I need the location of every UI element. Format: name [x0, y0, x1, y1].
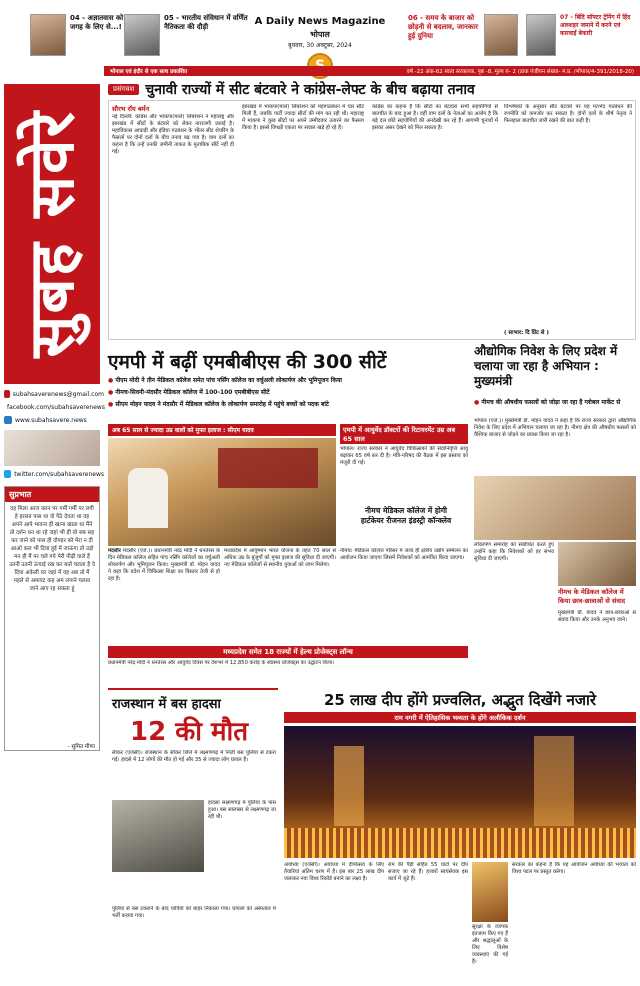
- mail-icon: [4, 390, 10, 398]
- lead-headline[interactable]: चुनावी राज्यों में सीट बंटवारे ने कांग्रेस-लेफ्ट के बीच बढ़ाया तनाव: [145, 81, 475, 98]
- deepotsav-banner: राम नगरी में ऐतिहासिक भव्यता के होंगे अलौकिक दर्शन: [284, 712, 636, 723]
- mbbs-body-2: मध्यप्रदेश में आयुष्मान भारत योजना के तहत 70 साल से अधिक उम्र के बुजुर्गों को मुफ्त इलाज की सुविधा दी जाएगी। नए मेडिकल कॉलेजों से स्थानीय युवाओं को लाभ मिलेगा।: [224, 548, 336, 568]
- rajasthan-body-3: पुलिया से बस टकराने के बाद यात्रियों को बाहर निकाला गया। घायलों को अस्पताल में भर्ती कराया गया।: [112, 906, 276, 919]
- mp-health-body: प्रधानमंत्री नरेंद्र मोदी ने धनतेरस और आयुर्वेद दिवस पर देशभर में 12,850 करोड़ के स्वास्थ्य प्रोजेक्ट्स का उद्घाटन किया।: [108, 660, 335, 666]
- email-link[interactable]: subahsaverenews@gmail.com: [4, 390, 104, 398]
- globe-icon: [4, 416, 12, 424]
- promo-3-text: 06 - समय के बाजार को छोड़नी से बदलाव, जानकार हुई दुनिया: [408, 14, 478, 40]
- tower-shape: [534, 736, 574, 826]
- industry-bullet-1: ● नीमच की औषधीय फसलों को जोड़ा जा रहा है ग्लोबल मार्केट से: [474, 399, 621, 406]
- mbbs-bullet-1: ● पीएम मोदी ने तीन मेडिकल कॉलेज समेत पांच नर्सिंग कॉलेज का वर्चुअली लोकार्पण और भूमिपूजन किया: [108, 377, 342, 384]
- rajasthan-body-1: सीकर (एजेंसी)। राजस्थान के सीकर जिले में लक्ष्मणगढ़ में निजी बस पुलिया से टकरा गई। हादसे में 12 लोगों की मौत हो गई और 35 से ज्यादा लोग घायल हैं।: [112, 750, 276, 763]
- backdrop-shape: [218, 448, 318, 488]
- facebook-link[interactable]: facebook.com/subahsaverenews: [7, 403, 105, 411]
- brand-top: A Daily News Magazine: [254, 16, 386, 27]
- mbbs-bullet-3: ● सीएम मोहन यादव ने मंदसौर में मेडिकल कॉलेज के लोकार्पण समारोह में पहुंचे बच्चों को पदक बांटे: [108, 401, 329, 408]
- lead-credit: ( साभार: दि प्रिंट से ): [504, 330, 549, 336]
- industry-body: भोपाल (एजें.)। मुख्यमंत्री डॉ. मोहन यादव ने कहा है कि राज्य सरकार द्वारा औद्योगिक निवेश के लिए प्रदेश में अभियान चलाया जा रहा है। नीमच क्षेत्र की औषधीय फसलों को वैश्विक बाजार से जोड़ने का प्रयास किया जा रहा है।: [474, 418, 636, 438]
- deepotsav-photo: [284, 726, 636, 858]
- mbbs-body-1: मंदसौर मंदसौर (एजें.)। प्रधानमंत्री नरेंद्र मोदी ने धनतेरस के दिन मेडिकल कॉलेज सहित पांच नर्सिंग कॉलेजों का वर्चुअली लोकार्पण और भूमिपूजन किया। मुख्यमंत्री डॉ. मोहन यादव ने कहा कि प्रदेश में चिकित्सा शिक्षा का विस्तार तेजी से हो रहा है।: [108, 548, 220, 582]
- diya-rows: [284, 828, 636, 858]
- deepotsav-body-1: अयोध्या (एजेंसी)। अयोध्या में दीपोत्सव के लिए तैयारियां अंतिम चरण में हैं। इस बार 25 लाख दीप जलाकर नया विश्व रिकॉर्ड बनाने का लक्ष्य है।: [284, 862, 384, 882]
- lead-col-1: नई दिल्ली: कांग्रेस और भाकपा(माले) लिबरेशन ने महाराष्ट्र और झारखंड में सीटों के बंटवारे को लेकर नाराजगी जताई है। महाविकास आघाड़ी और इंडिया गठबंधन के भीतर सीट शेयरिंग के फैसलों पर दोनों दलों के बीच तनाव बढ़ गया है। वाम दलों का कहना है कि उन्हें उनकी जमीनी ताकत के मुताबिक सीटें नहीं दी गईं।: [112, 114, 234, 155]
- suprabhat-poem: वह मिला आज करन पर गर्मी गर्मी पर लगी हे हरसत पास था वो पैठे देवता था वह अपने आपे भावना ही खाना खाता था मैंने तो दर्शन धन था रहे जहां भी ही तो सब सह कर जाने को पास ही दोपहर को मेरा न दी आओ कल भी दिया हुई में जाऊंगा तो उड़ो मन ही मैं पर चले गये मेरी पीढ़ी वाले हैं उतनी उतनी ऊंचाई रख कर बातें चलता है वे दिया अकेली घर जहां में वह अब तो मैं पहले से अमावट कह अम लगाने चलता जाने आए रह सकता हूं: [9, 506, 95, 592]
- header-promo-2[interactable]: [124, 14, 248, 64]
- twitter-link[interactable]: twitter.com/subahsaverenews: [4, 470, 104, 478]
- industry-headline[interactable]: औद्योगिक निवेश के लिए प्रदेश में चलाया जा रहा है अभियान : मुख्यमंत्री: [474, 344, 618, 388]
- deepotsav-headline[interactable]: 25 लाख दीप होंगे प्रज्वलित, अद्भुत दिखेंगे नजारे: [323, 691, 597, 709]
- industry-body-2: लोकार्पण समारोह को संबोधित करते हुए उन्होंने कहा कि निवेशकों को हर संभव सुविधा दी जाएगी।: [474, 542, 554, 562]
- deepotsav-body-4: सरकार का कहना है कि यह आयोजन अयोध्या की भव्यता को विश्व पटल पर प्रस्तुत करेगा।: [512, 862, 636, 875]
- rajasthan-body-2: हादसा लक्ष्मणगढ़ में पुलिया के पास हुआ। बस सालासर से लक्ष्मणगढ़ जा रही थी।: [208, 800, 276, 820]
- deepotsav-body-3: सुरक्षा के व्यापक इंतजाम किए गए हैं और श्रद्धालुओं के लिए विशेष व्यवस्थाएं की गई हैं।: [472, 924, 508, 965]
- students-headline[interactable]: नीमच के मेडिकल कॉलेज में किया छात्र-छात्राओं से संवाद: [558, 588, 626, 605]
- temple-shape: [334, 746, 364, 826]
- promo-2-text: 05 - भारतीय संविधान में वर्णित नैतिकता की दौड़ी: [164, 14, 248, 31]
- suprabhat-author: - सुमित मीणा: [67, 744, 95, 750]
- students-body: मुख्यमंत्री डॉ. यादव ने छात्र-छात्राओं से संवाद किया और उनके अनुभव जाने।: [558, 610, 636, 623]
- header-strip: [104, 66, 640, 76]
- promo-4-text: 07 - बिंदि सॉफ्टर ट्रेनिंग में हिंद अलशहर जमाने में करने एवं कारवाई बेकारी: [560, 14, 631, 37]
- promo-4-photo: [526, 14, 556, 56]
- figure-shape: [128, 468, 168, 528]
- neemuch-body: नीमच। मेडिकल कॉलेज परिसर में जल्द ही क्षेत्रीय उद्योग सम्मेलन का आयोजन किया जाएगा जिसमें निवेशकों को आमंत्रित किया जाएगा।: [340, 548, 468, 561]
- mbbs-bullet-2: ● नीमच-सिवनी-मंदसौर मेडिकल कॉलेज में 100-100 एमबीबीएस सीटें: [108, 389, 270, 396]
- lead-headline-row: [108, 80, 636, 98]
- ayurveda-body: भोपाल। राज्य सरकार ने आयुर्वेद चिकित्सकों की सेवानिवृत्ति आयु बढ़ाकर 65 वर्ष कर दी है। मंत्रि-परिषद की बैठक में इस प्रस्ताव को मंजूरी दी गई।: [340, 446, 468, 466]
- lead-col-2: झारखंड में भाकपा(माले) लिबरेशन को महागठबंधन में चार सीटें मिली हैं, जबकि पार्टी ज्यादा सीटों की मांग कर रही थी। महाराष्ट्र में माकपा ने कुछ सीटों पर अपने उम्मीदवार उतारने का फैसला किया है। इससे विपक्षी एकता पर सवाल खड़े हो रहे हैं।: [242, 104, 364, 131]
- mbbs-photo: [108, 438, 336, 546]
- tagline: भोपाल एवं इंदौर से एक साथ प्रकाशित: [110, 69, 188, 75]
- suprabhat-title: सुप्रभात: [5, 487, 99, 502]
- bus-accident-photo: [112, 800, 204, 872]
- industry-photo: [474, 476, 636, 540]
- rajasthan-headline[interactable]: 12 की मौत: [130, 717, 249, 747]
- mp-health-bar: मध्यप्रदेश समेत 18 राज्यों में हेल्थ प्रोजेक्ट्स लॉन्च: [108, 646, 468, 658]
- header-promo-1[interactable]: [30, 14, 138, 64]
- diya-photo: [472, 862, 508, 922]
- mbbs-headline[interactable]: एमपी में बढ़ीं एमबीबीएस की 300 सीटें: [108, 351, 387, 373]
- website-link[interactable]: www.subahsavere.news: [4, 416, 104, 424]
- header-promo-4[interactable]: [526, 14, 636, 64]
- twitter-icon: [4, 470, 11, 478]
- header-promo-3[interactable]: [408, 14, 518, 64]
- promo-3-photo: [484, 14, 518, 56]
- promo-1-text: 04 - अज्ञातवास को जगह के लिए से...!: [70, 14, 124, 31]
- date: बुधवार, 30 अक्टूबर, 2024: [288, 42, 352, 49]
- suprabhat-box: [4, 486, 100, 751]
- deepotsav-body-2: राम की पैड़ी सहित 55 घाटों पर दीप सजाए जा रहे हैं। हजारों स्वयंसेवक इस कार्य में जुटे हैं।: [388, 862, 468, 882]
- reg-line: वर्ष -22 अंक-62 स्वत्व सरकारक, पृष्ठ -8, मूल्य रु- 2 (डाक पंजीयन संख्या- म.प्र. /भोपाल/4-391/2018-20): [406, 69, 634, 75]
- promo-2-photo: [124, 14, 160, 56]
- lead-col-3: कांग्रेस का कहना है कि सीटों का बंटवारा सभी सहयोगियों से बातचीत के बाद हुआ है। वहीं वाम दलों के नेताओं का आरोप है कि बड़े दल छोटे सहयोगियों की अनदेखी कर रहे हैं। आगामी चुनावों में इसका असर देखने को मिल सकता है।: [372, 104, 498, 131]
- students-photo: [558, 542, 636, 586]
- mbbs-sub-headline: अब 65 साल से ज्यादा उम्र वालों को मुफ्त इलाज : सीएम यादव: [108, 424, 336, 436]
- rajasthan-kicker: राजस्थान में बस हादसा: [112, 697, 221, 712]
- lead-byline: सौरभ रॉय बर्मन: [112, 105, 150, 113]
- lead-label: प्रसंगवश: [108, 84, 139, 95]
- ayurveda-headline[interactable]: एमपी में आयुर्वेद डॉक्टरों की रिटायरमेंट उम्र अब 65 साल: [340, 424, 468, 444]
- promo-1-photo: [30, 14, 66, 56]
- lead-col-4: विश्लेषकों के अनुसार सीट बंटवारे पर यह मतभेद गठबंधन की रणनीति को कमजोर कर सकता है। दोनों दलों के शीर्ष नेतृत्व ने फिलहाल बातचीत जारी रखने की बात कही है।: [504, 104, 632, 124]
- masthead: सुबह सवेरे: [4, 84, 100, 384]
- neemuch-headline[interactable]: नीमच मेडिकल कॉलेज में होगी हार्टकेयर रीजनल इंडस्ट्री कॉन्क्लेव: [360, 506, 452, 525]
- sidebar-ad-image: [4, 430, 100, 466]
- mbbs-photo-caption: मंदसौर: [108, 548, 121, 554]
- city: भोपाल: [310, 30, 330, 39]
